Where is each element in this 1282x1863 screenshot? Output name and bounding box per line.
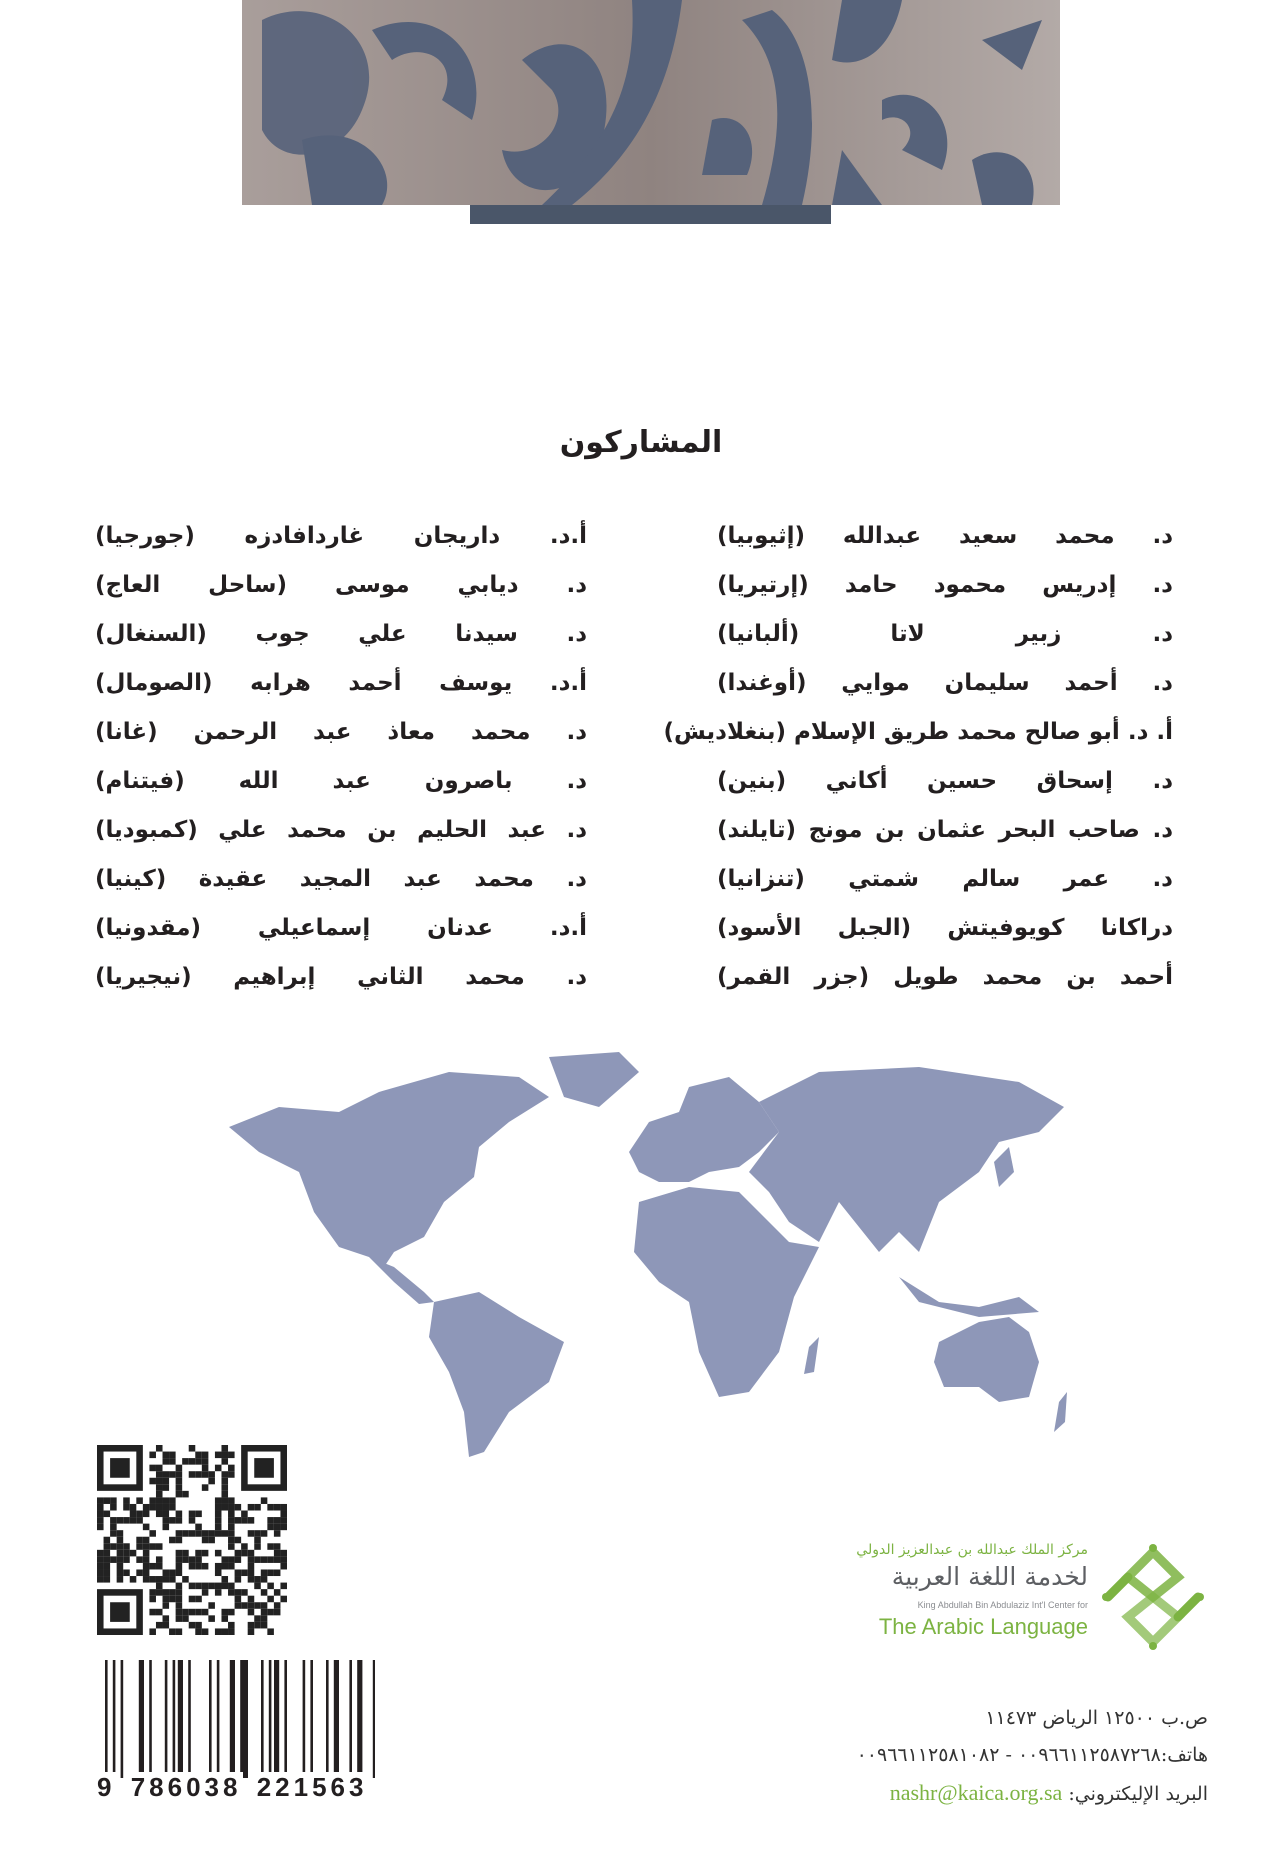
logo-arabic-subtitle: مركز الملك عبدالله بن عبدالعزيز الدولي bbox=[856, 1542, 1088, 1558]
participant: د. ديابي موسى (ساحل العاج) bbox=[95, 572, 587, 598]
isbn-group-2: 221563 bbox=[256, 1772, 368, 1802]
publisher-contact bbox=[857, 1700, 1208, 1811]
participant: د. أحمد سليمان موايي (أوغندا) bbox=[717, 670, 1173, 696]
logo-english-title: The Arabic Language bbox=[878, 1614, 1088, 1639]
participant: د. سيدنا علي جوب (السنغال) bbox=[95, 621, 587, 647]
participants-list-left bbox=[95, 512, 587, 1002]
participants-heading: المشاركون bbox=[559, 425, 723, 460]
qr-code[interactable] bbox=[97, 1444, 287, 1636]
barcode-bar bbox=[217, 1660, 220, 1778]
logo-mark-icon bbox=[1098, 1542, 1208, 1652]
barcode-bar bbox=[188, 1660, 191, 1778]
greenland bbox=[549, 1052, 639, 1107]
publisher-logo bbox=[856, 1542, 1208, 1652]
banner-accent-bar bbox=[470, 205, 831, 224]
participant: د. محمد سعيد عبدالله (إثيوبيا) bbox=[717, 523, 1173, 549]
barcode-bar bbox=[113, 1660, 116, 1778]
participant: د. إدريس محمود حامد (إرتيريا) bbox=[717, 572, 1173, 598]
email-label: البريد الإليكتروني: bbox=[1068, 1783, 1208, 1805]
participant: د. محمد الثاني إبراهيم (نيجيريا) bbox=[95, 964, 587, 990]
madagascar bbox=[804, 1337, 819, 1374]
barcode-bar bbox=[240, 1660, 248, 1778]
barcode-bar bbox=[165, 1660, 168, 1778]
participant: د. إسحاق حسين أكاني (بنين) bbox=[717, 768, 1173, 794]
barcode-bar bbox=[209, 1660, 212, 1778]
barcode-bar bbox=[261, 1660, 264, 1778]
barcode-bar bbox=[173, 1660, 176, 1778]
barcode-bar bbox=[334, 1660, 339, 1778]
postal-address: ص.ب ١٢٥٠٠ الرياض ١١٤٧٣ bbox=[985, 1707, 1208, 1729]
participant: د. زبير لاتا (ألبانيا) bbox=[717, 621, 1173, 647]
barcode-bar bbox=[149, 1660, 152, 1778]
participant: أ. د. أبو صالح محمد طريق الإسلام (بنغلاديش) bbox=[663, 719, 1173, 745]
world-map-image bbox=[219, 1052, 1069, 1462]
barcode-bar bbox=[284, 1660, 287, 1778]
participant: أحمد بن محمد طويل (جزر القمر) bbox=[717, 964, 1173, 990]
isbn-group-1: 786038 bbox=[130, 1772, 242, 1802]
participant: د. عمر سالم شمتي (تنزانيا) bbox=[717, 866, 1173, 892]
participant: د. باصرون عبد الله (فيتنام) bbox=[95, 768, 587, 794]
participant: أ.د. داريجان غاردافادزه (جورجيا) bbox=[95, 523, 587, 549]
barcode-bar bbox=[230, 1660, 235, 1778]
isbn-prefix: 9 bbox=[97, 1772, 116, 1802]
barcode-bar bbox=[373, 1660, 375, 1778]
barcode-bar bbox=[105, 1660, 108, 1778]
barcode-bar bbox=[269, 1660, 272, 1778]
participants-list-right bbox=[663, 512, 1173, 1002]
participant: د. عبد الحليم بن محمد علي (كمبوديا) bbox=[95, 817, 587, 843]
email-link[interactable]: nashr@kaica.org.sa bbox=[889, 1780, 1063, 1805]
participant: د. محمد معاذ عبد الرحمن (غانا) bbox=[95, 719, 587, 745]
participant: أ.د. عدنان إسماعيلي (مقدونيا) bbox=[95, 915, 587, 941]
asia bbox=[749, 1067, 1064, 1252]
north-america bbox=[229, 1072, 549, 1267]
participant: د. صاحب البحر عثمان بن مونج (تايلند) bbox=[717, 817, 1173, 843]
barcode-bar bbox=[121, 1660, 124, 1778]
japan bbox=[994, 1147, 1014, 1187]
participant: أ.د. يوسف أحمد هرابه (الصومال) bbox=[95, 670, 587, 696]
participant: دراكانا كويوفيتش (الجبل الأسود) bbox=[717, 915, 1173, 941]
logo-english-subtitle: King Abdullah Bin Abdulaziz Int'l Center for bbox=[917, 1600, 1088, 1610]
isbn-barcode bbox=[95, 1660, 375, 1778]
barcode-bar bbox=[178, 1660, 183, 1778]
calligraphy-banner-image bbox=[242, 0, 1060, 205]
new-zealand bbox=[1054, 1392, 1067, 1432]
barcode-bar bbox=[139, 1660, 144, 1778]
logo-arabic-title: لخدمة اللغة العربية bbox=[891, 1562, 1088, 1591]
indonesia bbox=[899, 1277, 1039, 1317]
south-america bbox=[429, 1292, 564, 1457]
barcode-bar bbox=[349, 1660, 352, 1778]
phone-numbers: هاتف:٠٠٩٦٦١١٢٥٨٧٢٦٨ - ٠٠٩٦٦١١٢٥٨١٠٨٢ bbox=[856, 1744, 1208, 1766]
barcode-bar bbox=[274, 1660, 279, 1778]
participant: د. محمد عبد المجيد عقيدة (كينيا) bbox=[95, 866, 587, 892]
central-america bbox=[369, 1257, 434, 1304]
barcode-bar bbox=[310, 1660, 313, 1778]
barcode-bar bbox=[357, 1660, 362, 1778]
isbn-number bbox=[95, 1772, 375, 1803]
barcode-bar bbox=[303, 1660, 306, 1778]
barcode-bar bbox=[326, 1660, 329, 1778]
australia bbox=[934, 1317, 1039, 1402]
